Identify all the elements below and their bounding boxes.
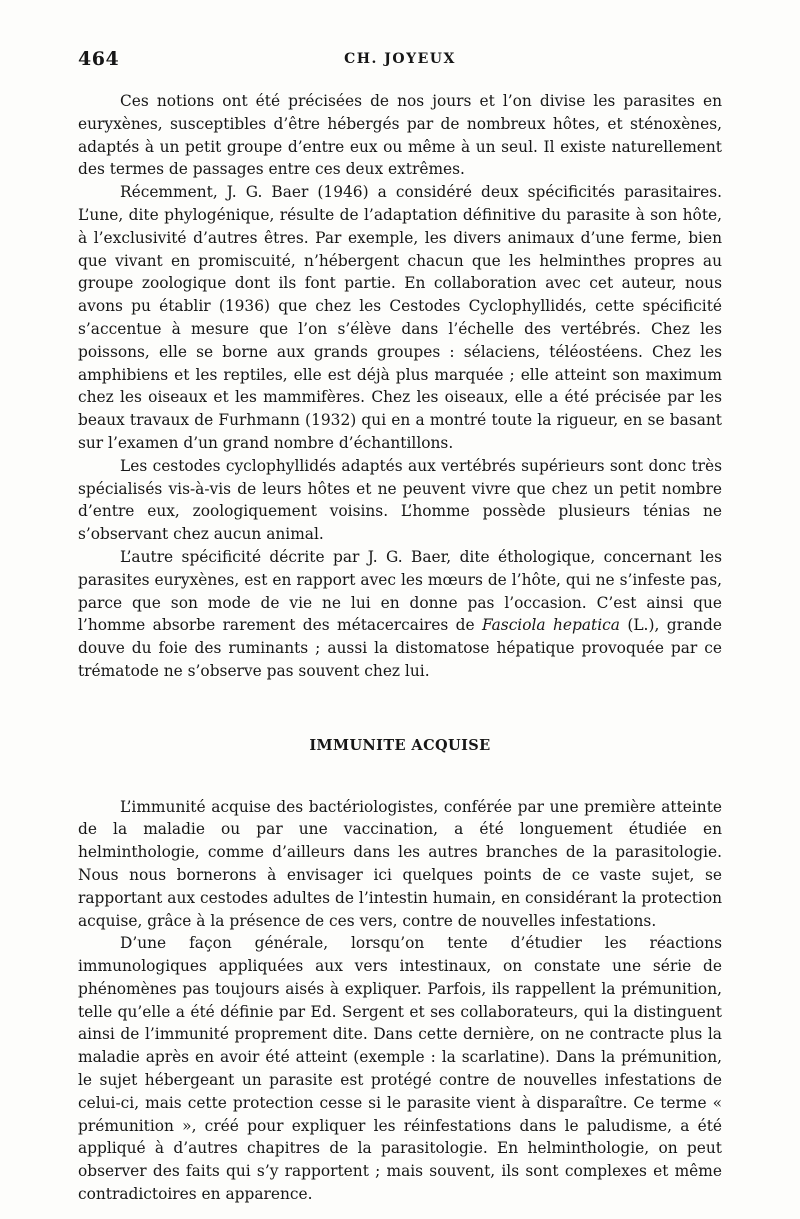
paragraph: L’immunité acquise des bactériologistes, conférée par une première atteinte de la maladie ou par une vaccination, a été longuement étudiée en helminthologie, comme d’ailleurs dans les autres branches de la parasitologie. Nous nous bornerons à envisager ici quelques points de ce vaste sujet, se rapportant aux cestodes adultes de l’intestin humain, en considérant la protection acquise, grâce à la présence de ces vers, contre de nouvelles infestations.: [78, 797, 722, 930]
paragraph: Récemment, J. G. Baer (1946) a considéré deux spécificités parasitaires. L’une, dite phylogénique, résulte de l’adaptation définitive du parasite à son hôte, à l’exclusivité d’autres êtres. Par exemple, les divers animaux d’une ferme, bien que vivant en promiscuité, n’hébergent chacun que les helminthes propres au groupe zoologique dont ils font partie. En collaboration avec cet auteur, nous avons pu établir (1936) que chez les Cestodes Cyclophyllidés, cette spécificité s’accentue à mesure que l’on s’élève dans l’échelle des vertébrés. Chez les poissons, elle se borne aux grands groupes : sélaciens, téléostéens. Chez les amphibiens et les reptiles, elle est déjà plus marquée ; elle atteint son maximum chez les oiseaux et les mammifères. Chez les oiseaux, elle a été précisée par les beaux travaux de Furhmann (1932) qui en a montré toute la rigueur, en se basant sur l’examen d’un grand nombre d’échantillons.: [78, 183, 722, 452]
page-header: [78, 48, 722, 74]
paragraph: Ces notions ont été précisées de nos jours et l’on divise les parasites en euryxènes, susceptibles d’être hébergés par de nombreux hôtes, et sténoxènes, adaptés à un petit groupe d’entre eux ou même à un seul. Il existe naturellement des termes de passages entre ces deux extrêmes.: [78, 92, 722, 179]
paragraph: D’une façon générale, lorsqu’on tente d’étudier les réactions immunologiques appliquées aux vers intestinaux, on constate une série de phénomènes pas toujours aisés à expliquer. Parfois, ils rappellent la prémunition, telle qu’elle a été définie par Ed. Sergent et ses collaborateurs, qui la distinguent ainsi de l’immunité proprement dite. Dans cette dernière, on ne contracte plus la maladie après en avoir été atteint (exemple : la scarlatine). Dans la prémunition, le sujet hébergeant un parasite est protégé contre de nouvelles infestations de celui-ci, mais cette protection cesse si le parasite vient à disparaître. Ce terme « prémunition », créé pour expliquer les réinfestations dans le paludisme, a été appliqué à d’autres chapitres de la parasitologie. En helminthologie, on peut observer des faits qui s’y rapportent ; mais souvent, ils sont complexes et même contradictoires en apparence.: [78, 934, 722, 1204]
species-name: Fasciola hepatica: [481, 616, 620, 635]
paragraph: Les cestodes cyclophyllidés adaptés aux vertébrés supérieurs sont donc très spécialisés vis-à-vis de leurs hôtes et ne peuvent vivre que chez un petit nombre d’entre eux, zoologiquement voisins. L’homme possède plusieurs ténias ne s’observant chez aucun animal.: [78, 456, 722, 544]
page-body: [78, 90, 722, 1206]
section-heading: IMMUNITE ACQUISE: [309, 736, 491, 754]
paragraph-text: (L.), grande douve du foie des ruminants ; aussi la distomatose hépatique provoquée par ce trématode ne s’observe pas souvent chez lui.: [78, 616, 722, 680]
running-head: CH. JOYEUX: [344, 51, 456, 67]
paragraph-text: L’autre spécificité décrite par J. G. Baer, dite éthologique, concernant les parasites euryxènes, est en rapport avec les mœurs de l’hôte, qui ne s’infeste pas, parce que son mode de vie ne lui en donne pas l’occasion. C’est ainsi que l’homme absorbe rarement des métacercaires de: [78, 547, 722, 635]
page-number: 464: [78, 48, 120, 70]
paragraph: [78, 546, 722, 683]
